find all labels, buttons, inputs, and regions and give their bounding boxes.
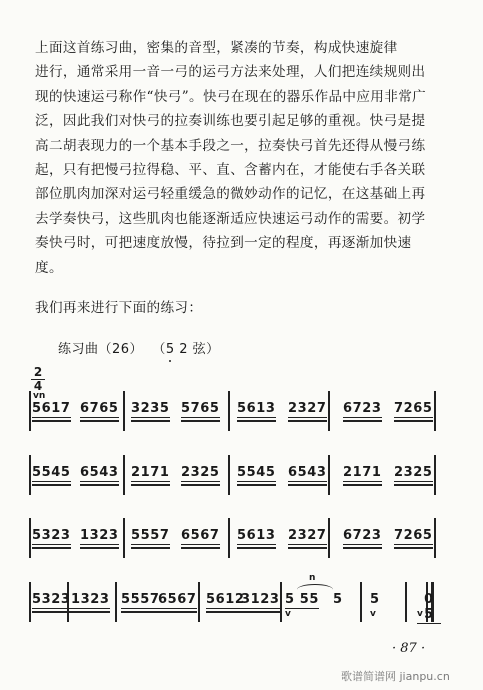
note-group-text: 1323	[71, 592, 110, 607]
note-group	[394, 401, 433, 422]
note-group	[394, 465, 433, 486]
barline	[123, 391, 125, 431]
note-group	[343, 465, 382, 486]
note-group	[241, 592, 280, 613]
staff-row	[29, 391, 441, 435]
bowing-mark: v	[370, 609, 376, 619]
note-group	[32, 401, 71, 422]
barline	[328, 391, 330, 431]
note-group-text: 5612	[206, 592, 245, 607]
note-group	[370, 592, 380, 607]
note-group-text: 6543	[288, 465, 327, 480]
note-group	[343, 401, 382, 422]
note-group-text: 5613	[237, 401, 276, 416]
note-group-text: 7265	[394, 528, 433, 543]
note-group-text: 5545	[32, 465, 71, 480]
exercise-intro-line: 我们再来进行下面的练习：	[35, 300, 203, 316]
note-group-text: 2171	[131, 465, 170, 480]
bowing-mark: v	[285, 609, 291, 619]
note-group-text: 5	[370, 592, 380, 607]
bowing-mark: n	[309, 573, 316, 583]
paragraph-line: 现的快速运弓称作“快弓”。快弓在现在的器乐作品中应用非常广	[35, 88, 427, 105]
note-group-text: 5765	[181, 401, 220, 416]
tuning-high-note: 2	[179, 342, 189, 357]
note-group-text: 6723	[343, 528, 382, 543]
note-group	[181, 401, 220, 422]
note-group-text: 5613	[237, 528, 276, 543]
note-group	[131, 401, 170, 422]
paragraph-line: 奏快弓时，可把速度放慢，待拉到一定的程度，再逐渐加快速	[35, 235, 412, 252]
note-group-text: 6765	[80, 401, 119, 416]
note-group	[206, 592, 245, 613]
note-group	[80, 465, 119, 486]
paragraph-line: 高二胡表现力的一个基本手段之一，拉奏快弓首先还得从慢弓练	[35, 137, 426, 154]
note-group-text: 5545	[237, 465, 276, 480]
note-group-text: 2327	[288, 401, 327, 416]
note-group	[71, 592, 110, 613]
paragraph-line: 上面这首练习曲，密集的音型，紧凑的节奏，构成快速旋律	[35, 40, 398, 56]
note-group	[121, 592, 160, 613]
note-group-text: 7265	[394, 401, 433, 416]
note-group-text: 5323	[32, 592, 71, 607]
time-signature	[30, 366, 46, 393]
barline	[29, 391, 31, 431]
note-group	[288, 465, 327, 486]
barline	[123, 455, 125, 495]
note-group	[343, 528, 382, 549]
tuning-low-note: 5	[165, 342, 175, 357]
note-group-text: 5	[333, 592, 343, 607]
note-group	[181, 465, 220, 486]
exercise-title: 练习曲（26）	[58, 342, 144, 357]
note-group	[237, 465, 276, 486]
staff-row	[29, 455, 441, 499]
bowing-mark: vn	[33, 391, 46, 401]
barline	[434, 391, 436, 431]
body-paragraph-2	[35, 296, 443, 320]
note-group	[32, 592, 71, 613]
barline	[228, 391, 230, 431]
barline	[328, 518, 330, 558]
staff-row	[29, 518, 441, 562]
note-group-text: 5557	[131, 528, 170, 543]
note-group	[288, 401, 327, 422]
note-group-text: 2327	[288, 528, 327, 543]
note-group-text: 3123	[241, 592, 280, 607]
page-number: · 87 ·	[392, 641, 426, 656]
barline	[434, 518, 436, 558]
note-group-text: 6567	[181, 528, 220, 543]
barline	[29, 582, 31, 622]
note-group	[32, 465, 71, 486]
paragraph-line: 进行，通常采用一音一弓的运弓方法来处理，人们把连续规则出	[35, 64, 426, 81]
note-group	[394, 528, 433, 549]
bowing-mark: v	[417, 609, 423, 619]
barline	[29, 518, 31, 558]
note-group-text: 1323	[80, 528, 119, 543]
barline	[280, 582, 282, 622]
note-group-text: 5557	[121, 592, 160, 607]
note-group	[288, 528, 327, 549]
note-group-text: 5 55	[285, 592, 320, 607]
note-group	[131, 465, 170, 486]
paragraph-line: 去学奏快弓，这些肌肉也能逐渐适应快速运弓动作的需要。初学	[35, 210, 426, 227]
note-group	[131, 528, 170, 549]
staff-row	[29, 573, 441, 626]
exercise-heading: 练习曲（26） （5 2 弦）	[58, 342, 220, 357]
barline	[360, 582, 362, 622]
paragraph-line: 泛，因此我们对快弓的拉奏训练也要引起足够的重视。快弓是提	[35, 113, 426, 130]
time-signature-top: 2	[33, 365, 43, 379]
time-signature-bottom: 4	[33, 379, 43, 394]
barline	[115, 582, 117, 622]
barline	[405, 582, 407, 622]
paragraph-line: 部位肌肉加深对运弓轻重缓急的微妙动作的记忆，在这基础上再	[35, 186, 426, 203]
note-group	[237, 401, 276, 422]
note-group-text: 5617	[32, 401, 71, 416]
note-group-text: 3235	[131, 401, 170, 416]
barline	[228, 455, 230, 495]
body-paragraph-1	[35, 36, 443, 280]
slur-arc	[297, 584, 333, 595]
note-group-text: 2325	[181, 465, 220, 480]
note-group-text: 5323	[32, 528, 71, 543]
barline	[434, 455, 436, 495]
note-group	[237, 528, 276, 549]
note-group-text: 6543	[80, 465, 119, 480]
note-group	[181, 528, 220, 549]
barline	[198, 582, 200, 622]
barline	[228, 518, 230, 558]
note-group-text: 6723	[343, 401, 382, 416]
watermark: 歌谱简谱网 jianpu.cn	[341, 670, 450, 683]
note-group-text: 6567	[158, 592, 197, 607]
note-group-text: 2325	[394, 465, 433, 480]
note-group	[158, 592, 197, 613]
note-group-text: 2171	[343, 465, 382, 480]
note-group	[32, 528, 71, 549]
barline	[29, 455, 31, 495]
note-group	[80, 528, 119, 549]
note-group-text: 0 5	[424, 592, 434, 622]
barline	[123, 518, 125, 558]
paragraph-line: 起，只有把慢弓拉得稳、平、直、含蓄内在，才能使右手各关联	[35, 162, 426, 179]
note-group	[333, 592, 343, 607]
paragraph-line: 度。	[35, 259, 63, 276]
barline	[328, 455, 330, 495]
note-group	[80, 401, 119, 422]
